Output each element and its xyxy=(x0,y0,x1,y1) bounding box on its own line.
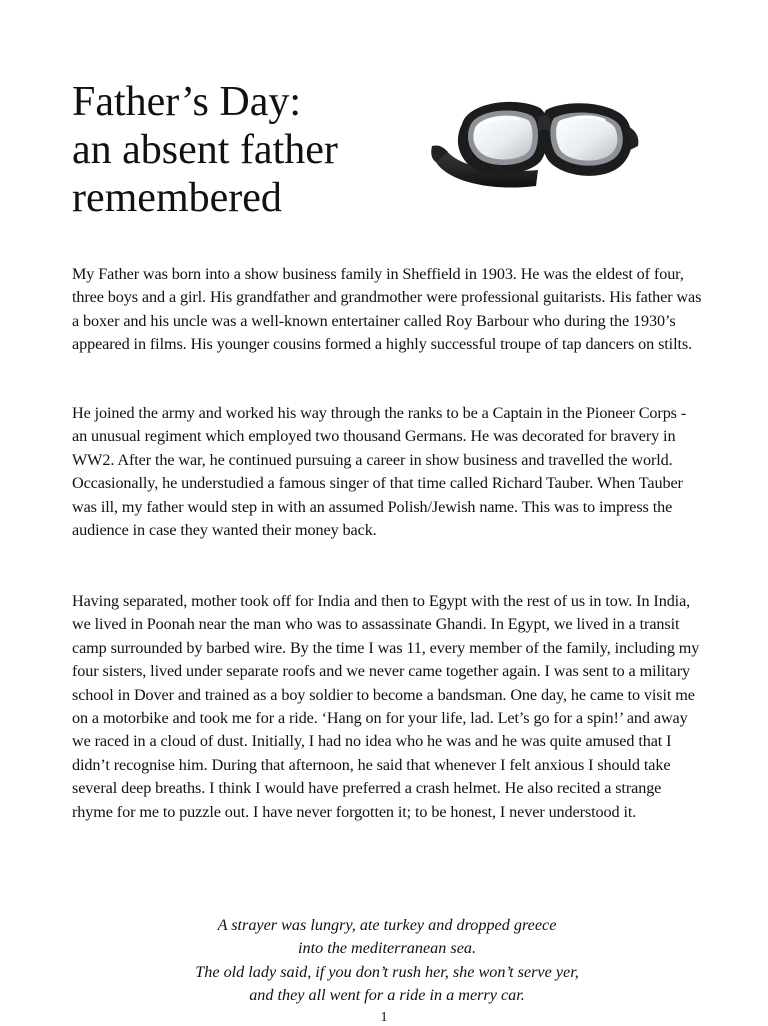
rhyme-verse xyxy=(72,914,702,1008)
page-number: 1 xyxy=(380,1010,388,1025)
title-line-1: Father’s Day: xyxy=(72,79,302,125)
title-line-3: remembered xyxy=(72,175,282,221)
title-line-2: an absent father xyxy=(72,127,338,173)
verse-line-3: The old lady said, if you don’t rush her, she won’t serve yer, xyxy=(195,962,579,981)
paragraph-1: My Father was born into a show business family in Sheffield in 1903. He was the eldest of four, three boys and a girl. His grandfather and grandmother were professional guitarists. His father was a boxer and his uncle was a well-known entertainer called Roy Barbour who during the 1930’s appeared in films. His younger cousins formed a highly successful troupe of tap dancers on stilts. xyxy=(72,265,702,354)
aviator-goggles-icon xyxy=(428,88,642,198)
verse-line-2: into the mediterranean sea. xyxy=(297,939,477,958)
page-title xyxy=(72,78,338,222)
paragraph-3: Having separated, mother took off for India and then to Egypt with the rest of us in tow. In India, we lived in Poonah near the man who was to assassinate Ghandi. In Egypt, we lived in a transit camp surrounded by barbed wire. By the time I was 11, every member of the family, including my four sisters, lived under separate roofs and we never came together again. I was sent to a military school in Dover and trained as a boy soldier to become a bandsman. One day, he came to visit me on a motorbike and took me for a ride. ‘Hang on for your life, lad. Let’s go for a spin!’ and away we raced in a cloud of dust. Initially, I had no idea who he was and he was quite amused that I didn’t recognise him. During that afternoon, he said that whenever I felt anxious I should take several deep breaths. I think I would have preferred a crash helmet. He also recited a strange rhyme for me to puzzle out. I have never forgotten it; to be honest, I never understood it. xyxy=(72,592,700,821)
paragraph-2: He joined the army and worked his way through the ranks to be a Captain in the Pioneer Corps - an unusual regiment which employed two thousand Germans. He was decorated for bravery in WW2. After the war, he continued pursuing a career in show business and travelled the world. Occasionally, he understudied a famous singer of that time called Richard Tauber. When Tauber was ill, my father would step in with an assumed Polish/Jewish name. This was to impress the audience in case they wanted their money back. xyxy=(72,404,687,540)
verse-line-4: and they all went for a ride in a merry car. xyxy=(249,986,525,1005)
verse-line-1: A strayer was lungry, ate turkey and dropped greece xyxy=(217,916,557,934)
